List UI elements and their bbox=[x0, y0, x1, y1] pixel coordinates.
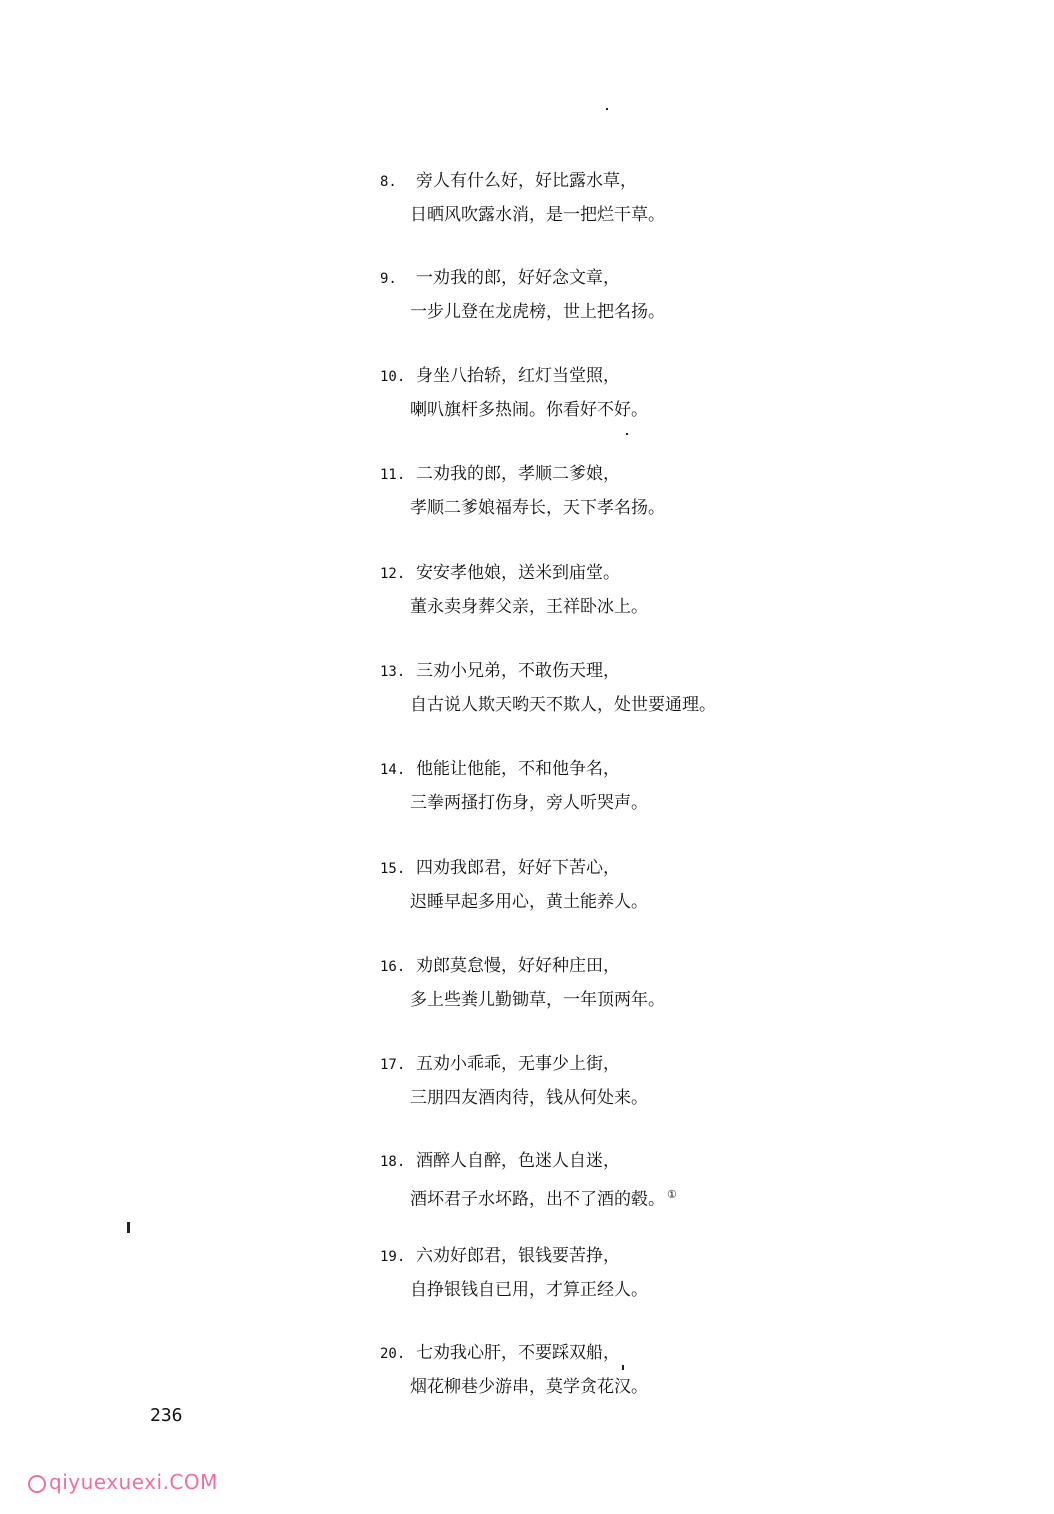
verse-line-1: 七劝我心肝，不要踩双船， bbox=[416, 1343, 620, 1363]
scan-speck bbox=[622, 1365, 624, 1370]
verse-number: 8. bbox=[380, 174, 397, 190]
verse-line-2: 多上些粪儿勤锄草，一年顶两年。 bbox=[410, 990, 665, 1010]
verse-line-2: 喇叭旗杆多热闹。你看好不好。 bbox=[410, 400, 648, 420]
verse-line-1: 三劝小兄弟，不敢伤天理， bbox=[416, 661, 620, 681]
verse-line-2: 烟花柳巷少游串，莫学贪花汉。 bbox=[410, 1377, 648, 1397]
verse-9 bbox=[380, 267, 940, 323]
verse-line-1: 二劝我的郎，孝顺二爹娘， bbox=[416, 464, 620, 484]
verse-line-1: 六劝好郎君，银钱要苦挣， bbox=[416, 1246, 620, 1266]
verse-number: 16. bbox=[380, 959, 406, 975]
verse-line-1: 安安孝他娘，送米到庙堂。 bbox=[416, 563, 620, 583]
verse-line-1: 酒醉人自醉，色迷人自迷， bbox=[416, 1151, 620, 1171]
verse-number: 19. bbox=[380, 1249, 406, 1265]
watermark-text: qiyuexuexi.COM bbox=[49, 1470, 218, 1494]
verse-number: 10. bbox=[380, 369, 406, 385]
verse-line-1: 身坐八抬轿，红灯当堂照， bbox=[416, 366, 620, 386]
verse-line-1: 五劝小乖乖，无事少上街， bbox=[416, 1054, 620, 1074]
footnote-marker: ① bbox=[667, 1188, 677, 1201]
verse-line-2: 自古说人欺天哟天不欺人，处世要通理。 bbox=[410, 695, 716, 715]
verse-line-2: 迟睡早起多用心，黄土能养人。 bbox=[410, 892, 648, 912]
page-number: 236 bbox=[150, 1405, 183, 1426]
verse-12 bbox=[380, 562, 940, 618]
verse-line-2: 三拳两搔打伤身，旁人听哭声。 bbox=[410, 793, 648, 813]
verse-line-1: 四劝我郎君，好好下苦心， bbox=[416, 858, 620, 878]
verse-line-2: 董永卖身葬父亲，王祥卧冰上。 bbox=[410, 597, 648, 617]
verse-number: 14. bbox=[380, 762, 406, 778]
verse-number: 11. bbox=[380, 467, 406, 483]
verse-number: 15. bbox=[380, 861, 406, 877]
verse-line-2: 自挣银钱自已用，才算正经人。 bbox=[410, 1280, 648, 1300]
verse-line-1: 旁人有什么好，好比露水草， bbox=[416, 171, 637, 191]
verse-line-1: 一劝我的郎，好好念文章， bbox=[416, 268, 620, 288]
verse-line-2: 日晒风吹露水消，是一把烂干草。 bbox=[410, 205, 665, 225]
scan-speck bbox=[606, 108, 608, 110]
verse-number: 9. bbox=[380, 271, 397, 287]
scan-speck bbox=[127, 1222, 130, 1233]
verse-line-1: 他能让他能，不和他争名， bbox=[416, 759, 620, 779]
verse-8 bbox=[380, 170, 940, 226]
watermark-logo-icon bbox=[28, 1475, 46, 1493]
verse-16 bbox=[380, 955, 940, 1011]
verse-20 bbox=[380, 1342, 940, 1398]
verse-line-2: 酒坏君子水坏路，出不了酒的毂。 bbox=[410, 1189, 665, 1210]
verse-line-2: 三朋四友酒肉待，钱从何处来。 bbox=[410, 1088, 648, 1108]
verse-14 bbox=[380, 758, 940, 814]
watermark bbox=[28, 1470, 218, 1494]
verse-19 bbox=[380, 1245, 940, 1301]
verse-number: 12. bbox=[380, 566, 406, 582]
verse-number: 20. bbox=[380, 1346, 406, 1362]
verse-number: 17. bbox=[380, 1057, 406, 1073]
verse-18 bbox=[380, 1150, 940, 1211]
verse-15 bbox=[380, 857, 940, 913]
verse-11 bbox=[380, 463, 940, 519]
verse-17 bbox=[380, 1053, 940, 1109]
verse-10 bbox=[380, 365, 940, 421]
scan-speck bbox=[626, 433, 628, 435]
verse-number: 18. bbox=[380, 1154, 406, 1170]
verse-line-2: 一步儿登在龙虎榜，世上把名扬。 bbox=[410, 302, 665, 322]
verse-line-1: 劝郎莫怠慢，好好种庄田， bbox=[416, 956, 620, 976]
verse-13 bbox=[380, 660, 940, 716]
verse-line-2: 孝顺二爹娘福寿长，天下孝名扬。 bbox=[410, 498, 665, 518]
verse-number: 13. bbox=[380, 664, 406, 680]
